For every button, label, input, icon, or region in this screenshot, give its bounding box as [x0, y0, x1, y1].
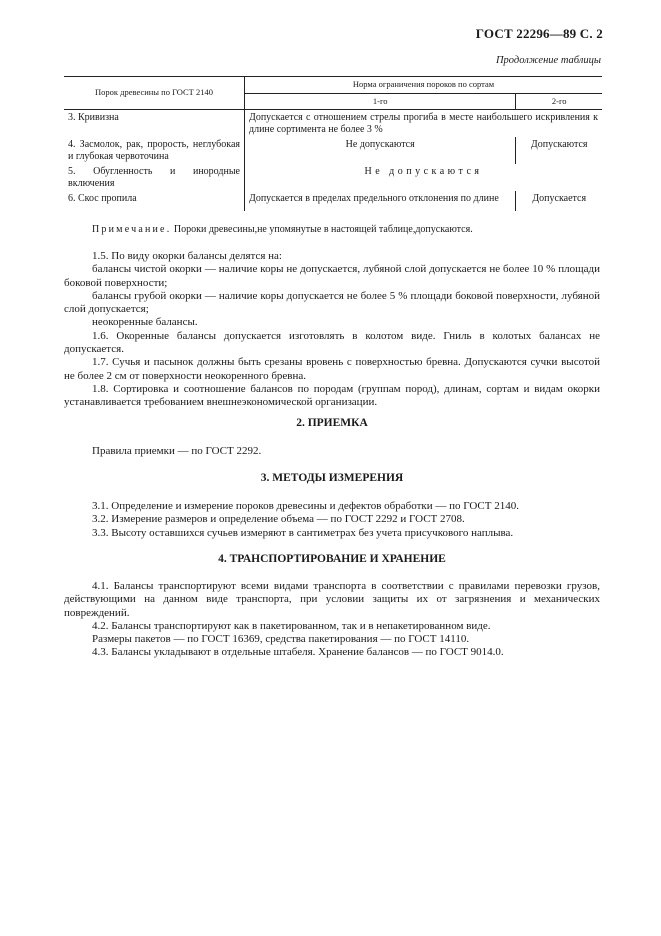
defect-name: 3. Кривизна [64, 110, 245, 138]
norm-grade-2: Допускается [532, 193, 587, 204]
table-note [92, 224, 604, 235]
column-header-norm: Норма ограничения пороков по сортам [245, 77, 603, 94]
paragraph: 4.3. Балансы укладывают в отдельные штабеля. Хранение балансов — по ГОСТ 9014.0. [92, 646, 504, 659]
norm-grade-1: Допускается в пределах предельного отклонения по длине [245, 191, 516, 211]
paragraph: 1.8. Сортировка и соотношение балансов по породам (группам пород), длинам, сортам и видам окорки устанавливается требованием внешнеэкономической организации. [64, 382, 600, 409]
paragraph: неокоренные балансы. [92, 316, 198, 329]
section-2-title: 2. ПРИЕМКА [296, 417, 368, 429]
section-4-title: 4. ТРАНСПОРТИРОВАНИЕ И ХРАНЕНИЕ [218, 553, 446, 565]
norm-value: Допускается с отношением стрелы прогиба в месте наибольшего искривления к длине сортимента не более 3 % [249, 112, 598, 135]
section-4-text [64, 580, 600, 660]
paragraph: 1.6. Окоренные балансы допускается изготовлять в колотом виде. Гниль в колотых балансах не допускается. [64, 329, 600, 356]
paragraph: 3.2. Измерение размеров и определение объема — по ГОСТ 2292 и ГОСТ 2708. [92, 513, 465, 526]
paragraph: балансы грубой окорки — наличие коры допускается не более 5 % площади боковой поверхности, лубяной слой допускается; [64, 289, 600, 316]
table-row [64, 110, 602, 138]
paragraph: 1.5. По виду окорки балансы делятся на: [92, 250, 282, 262]
column-header-grade-1: 1-го [245, 93, 516, 110]
paragraph: Правила приемки — по ГОСТ 2292. [92, 445, 262, 457]
table-continuation-label: Продолжение таблицы [495, 55, 601, 66]
paragraph: 4.1. Балансы транспортируют всеми видами транспорта в соответствии с правилами перевозки грузов, действующими на данном виде транспорта, при условии защиты их от загрязнения и механических повреждений. [64, 580, 600, 619]
norm-value: Не допускаются [364, 166, 483, 177]
section-3-title: 3. МЕТОДЫ ИЗМЕРЕНИЯ [260, 472, 404, 484]
column-header-grade-2: 2-го [516, 93, 602, 110]
page-header: ГОСТ 22296—89 С. 2 [475, 26, 603, 41]
column-header-defect: Порок древесины по ГОСТ 2140 [64, 77, 245, 110]
table-row [64, 164, 602, 191]
paragraph: Размеры пакетов — по ГОСТ 16369, средства пакетирования — по ГОСТ 14110. [92, 633, 470, 646]
norm-grade-1: Не допускаются [245, 137, 516, 164]
defects-table [64, 76, 602, 211]
paragraph: 3.3. Высоту оставшихся сучьев измеряют в сантиметрах без учета присучкового наплыва. [92, 526, 514, 539]
norm-grade-2: Допускаются [530, 139, 588, 150]
note-label: Примечание. [92, 224, 172, 235]
defect-name: 4. Засмолок, рак, прорость, неглубокая и глубокая червоточина [64, 137, 245, 164]
table-row [64, 191, 602, 211]
note-text: Пороки древесины,не упомянутые в настоящей таблице,допускаются. [171, 224, 473, 235]
defect-name: 6. Скос пропила [64, 191, 245, 211]
paragraph: 3.1. Определение и измерение пороков древесины и дефектов обработки — по ГОСТ 2140. [92, 500, 519, 512]
section-3-text [64, 500, 600, 540]
paragraph: балансы чистой окорки — наличие коры не допускается, лубяной слой допускается не более 10 % площади боковой поверхности; [64, 263, 600, 289]
section-1-text [64, 250, 600, 410]
table-row [64, 137, 602, 164]
paragraph: 1.7. Сучья и пасынок должны быть срезаны вровень с поверхностью бревна. Допускаются сучки высотой не более 2 см от поверхности неокоренного бревна. [64, 356, 600, 382]
section-2-text [64, 445, 600, 458]
paragraph: 4.2. Балансы транспортируют как в пакетированном, так и в непакетированном виде. [92, 619, 491, 632]
defect-name: 5. Обугленность и инородные включения [64, 164, 245, 191]
